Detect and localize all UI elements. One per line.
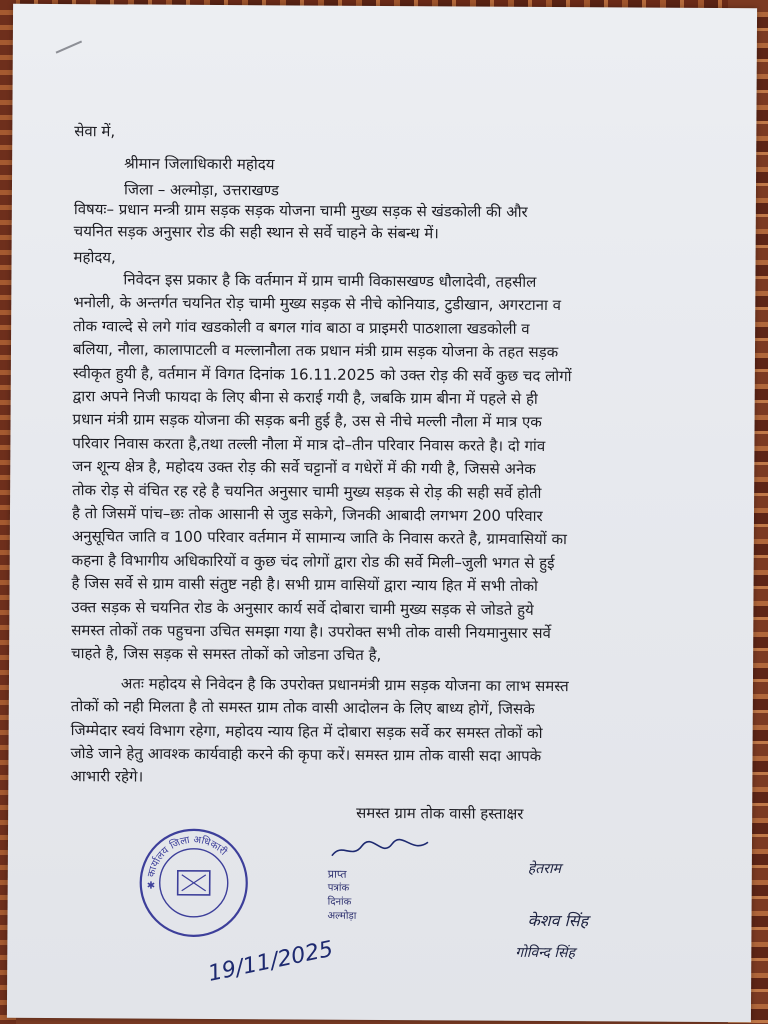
body-line: समस्त तोकों तक पहुचना उचित समझा गया है। उपरोक्त सभी तोक वासी नियमानुसार सर्वे: [71, 621, 551, 643]
svg-text:✱: ✱: [146, 880, 156, 892]
seal-text: कार्यालय जिला अधिकारी: [146, 834, 229, 879]
body-line: अनुसूचित जाति व 100 परिवार वर्तमान में सामान्य जाति के निवास करते है, ग्रामवासियों का: [71, 527, 567, 549]
villager-signature: हेतराम: [527, 860, 562, 878]
stamp-line: अल्मोड़ा: [327, 910, 357, 922]
recipient: श्रीमान जिलाधिकारी महोदय: [124, 154, 275, 174]
signatories-caption: समस्त ग्राम तोक वासी हस्ताक्षर: [356, 803, 524, 823]
body-line: स्वीकृत हुयी है, वर्तमान में विगत दिनांक 16.11.2025 को उक्त रोड़ की सर्वे कुछ चद लोगों: [72, 364, 572, 386]
body-line: जोडे जाने हेतु आवश्क कार्यवाही करने की कृपा करें। समस्त ग्राम तोक वासी सदा आपके: [70, 744, 542, 765]
subject-line-1: विषयः– प्रधान मन्त्री ग्राम सड़क सड़क योजना चामी मुख्य सड़क से खंडकोली की और: [73, 200, 528, 221]
body-line: जन शून्य क्षेत्र है, महोदय उक्त रोड़ की सर्वे चट्टानों व गधेरों में की गयी है, जिससे अनेक: [72, 457, 536, 478]
body-line: चाहते है, जिस सड़क से समस्त तोकों को जोडना उचित है,: [71, 644, 382, 664]
body-line: है जिस सर्वे से ग्राम वासी संतुष्ट नही है। सभी ग्राम वासियों द्वारा न्याय हित में सभी तोको: [71, 574, 539, 595]
body-line: द्वारा अपने निजी फायदा के लिए बीना से कराई गयी है, जबकि ग्राम बीना में पहले से ही: [72, 387, 538, 408]
body-line: तोक ग्वाल्दे से लगे गांव खडकोली व बगल गांव बाठा व प्राइमरी पाठशाला खडकोली व: [73, 317, 530, 338]
villager-signature: केशव सिंह: [527, 910, 589, 931]
letter-page: [7, 4, 757, 1023]
body-line: उक्त सड़क से चयनित रोड के अनुसार कार्य सर्वे दोबारा चामी मुख्य सड़क से जोडते हुये: [71, 598, 534, 619]
body-line: तोकों को नही मिलता है तो समस्त ग्राम तोक वासी आदोलन के लिए बाध्य होगें, जिसके: [70, 697, 535, 718]
receipt-date: 19/11/2025: [206, 936, 336, 987]
subject-line-2: चयनित सड़क अनुसार रोड की सही स्थान से सर्वे चाहने के संबन्ध में।: [73, 222, 439, 243]
villager-signature: गोविन्द सिंह: [515, 944, 576, 962]
villager-signature-hidden: [348, 812, 352, 813]
body-line: बलिया, नौला, कालापाटली व मल्लानौला तक प्रधान मंत्री ग्राम सड़क योजना के तहत सड़क: [72, 340, 559, 362]
body-line: निवेदन इस प्रकार है कि वर्तमान में ग्राम चामी विकासखण्ड धौलादेवी, तहसील: [123, 270, 537, 291]
office-stamp-block: [327, 836, 438, 925]
signature-scribble-1: [328, 836, 438, 865]
body-line: परिवार निवास करता है,तथा तल्ली नौला में मात्र दो–तीन परिवार निवास करते है। दो गांव: [72, 434, 546, 455]
stamp-line: पत्रांक: [327, 882, 350, 894]
body-line: कहना है विभागीय अधिकारियों व कुछ चंद लोगों द्वारा रोड की सर्वे मिली–जुली भगत से हुई: [71, 551, 555, 573]
stamp-line: दिनांक: [327, 896, 352, 908]
body-line: जिम्मेदार स्वयं विभाग रहेगा, महोदय न्याय हित में दोबारा सड़क सर्वे कर समस्त तोकों को: [70, 721, 543, 742]
body-line: भनोली, के अन्तर्गत चयनित रोड़ चामी मुख्य सड़क से नीचे कोनियाड, टुडीखान, अगरटाना व: [73, 293, 562, 315]
district: जिला – अल्मोड़ा, उत्तराखण्ड: [123, 180, 279, 200]
pen-mark: [56, 41, 82, 54]
body-line: अतः महोदय से निवेदन है कि उपरोक्त प्रधानमंत्री ग्राम सड़क योजना का लाभ समस्त: [120, 674, 569, 696]
office-seal-stamp: [137, 827, 250, 940]
salutation-to: सेवा में,: [74, 122, 116, 141]
body-line: तोक रोड़ से वंचित रह रहे है चयनित अनुसार चामी मुख्य सड़क से रोड़ की सही सर्वे होती: [72, 481, 542, 502]
body-line: है तो जिसमें पांच–छः तोक आसानी से जुड सकेगे, जिनकी आबादी लगभग 200 परिवार: [71, 504, 543, 525]
greeting: महोदय,: [73, 248, 116, 267]
body-line: आभारी रहेगे।: [70, 767, 144, 786]
stamp-line: प्राप्त: [327, 867, 347, 881]
body-line: प्रधान मंत्री ग्राम सड़क योजना की सड़क बनी हुई है, उस से नीचे मल्ली नौला में मात्र एक: [72, 410, 542, 431]
